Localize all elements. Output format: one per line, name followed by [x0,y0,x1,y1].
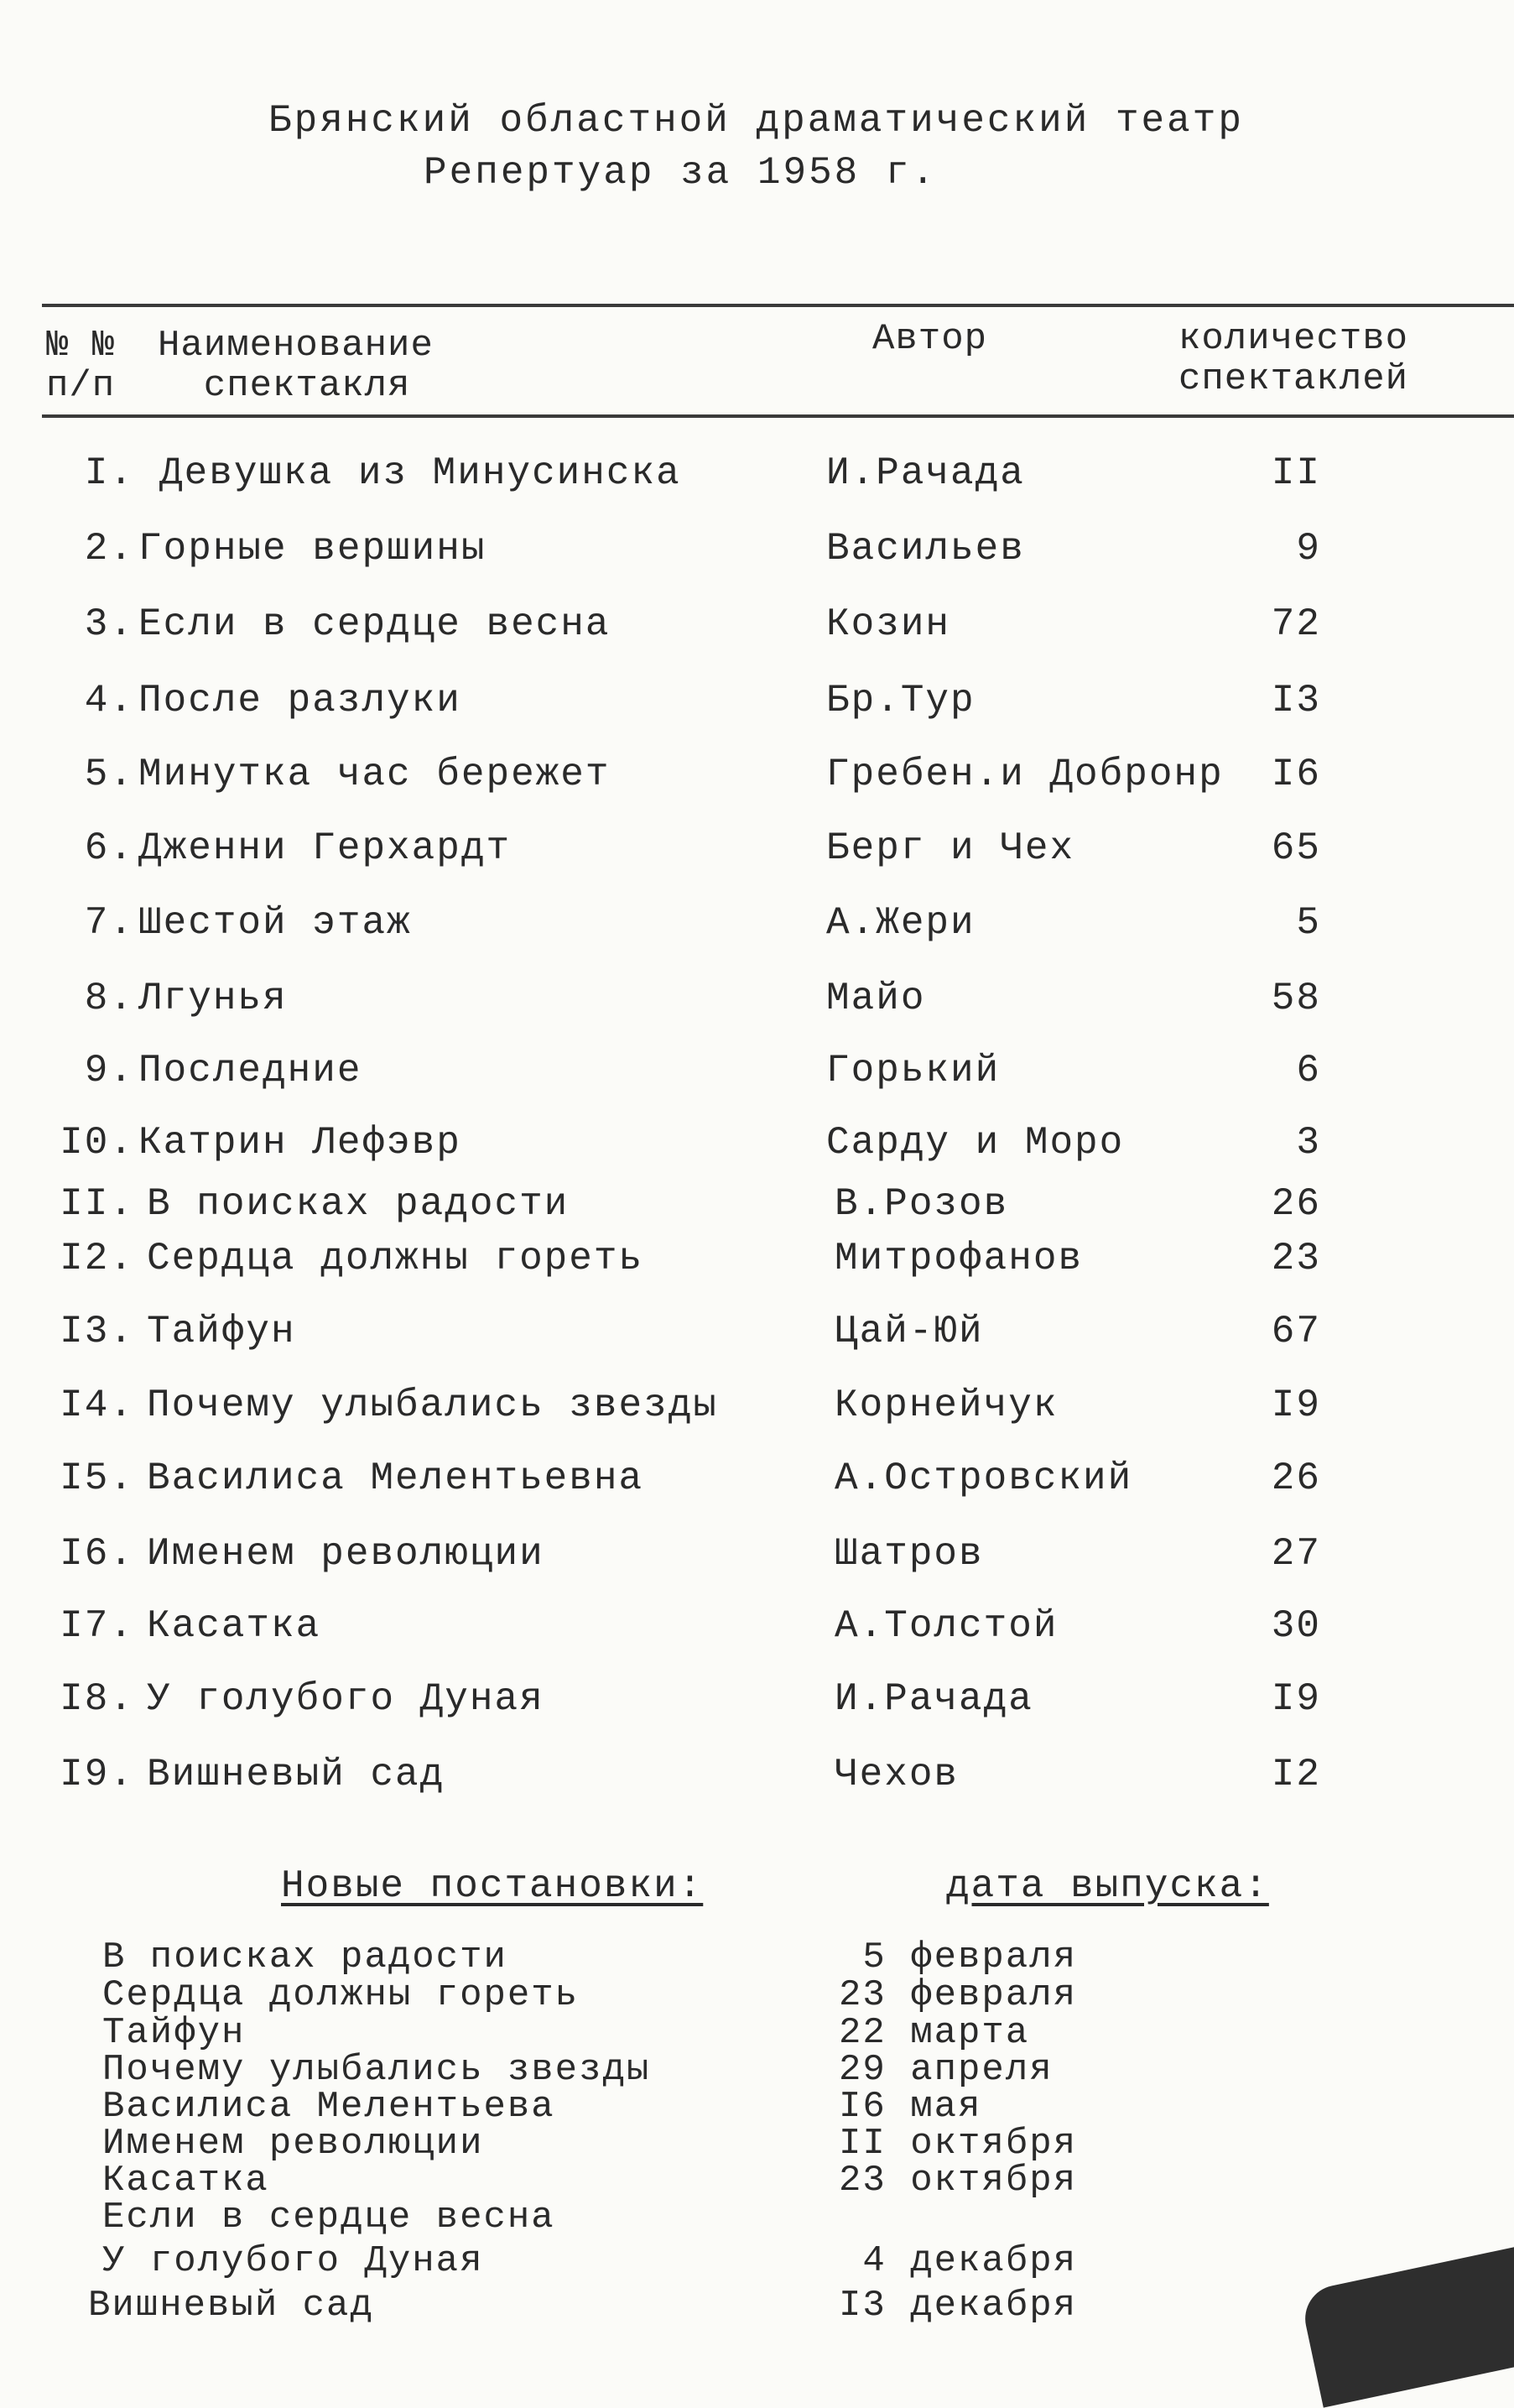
table-row [0,1179,1514,1229]
table-row [0,1118,1514,1168]
production-title: Именем революции [102,2123,484,2165]
row-number: I2. [60,1237,134,1280]
column-header-count: количество спектаклей [1178,318,1409,400]
row-number: I. [84,451,134,495]
release-date-heading: дата выпуска: [946,1864,1269,1908]
performance-count: 27 [1271,1532,1321,1576]
new-productions-heading: Новые постановки: [281,1864,704,1908]
play-author: И.Рачада [835,1677,1033,1721]
row-number: 6. [84,826,134,870]
row-number: 5. [84,753,134,796]
row-number: 9. [84,1049,134,1092]
play-title: Последние [138,1049,362,1092]
performance-count: 67 [1271,1310,1321,1353]
play-author: Васильев [826,527,1025,571]
row-number: I6. [60,1532,134,1576]
table-row [0,898,1514,948]
list-item [0,1976,1514,2014]
release-date: 23 октября [839,2160,1078,2202]
play-title: У голубого Дуная [147,1677,544,1721]
row-number: 3. [84,602,134,646]
performance-count: 9 [1296,527,1321,571]
performance-count: I9 [1271,1384,1321,1427]
play-author: Корнейчук [835,1384,1059,1427]
play-title: Вишневый сад [147,1753,445,1796]
play-author: Горький [826,1049,1001,1092]
performance-count: I3 [1271,679,1321,722]
play-title: Дженни Герхардт [138,826,512,870]
release-date: 22 марта [839,2012,1030,2054]
production-title: Вишневый сад [88,2285,374,2327]
play-author: Шатров [835,1532,984,1576]
row-number: I9. [60,1753,134,1796]
list-item [0,2198,1514,2237]
row-number: I0. [60,1121,134,1165]
release-date: 23 февраля [839,1974,1078,2016]
play-author: В.Розов [835,1182,1009,1226]
table-row [0,448,1514,498]
column-header-number: № № п/п [46,325,116,407]
play-title: Тайфун [147,1310,296,1353]
release-date: 4 декабря [839,2240,1078,2282]
table-row [0,1306,1514,1357]
play-author: А.Островский [835,1457,1133,1500]
row-number: 7. [84,901,134,945]
table-row [0,1674,1514,1724]
list-item [0,2014,1514,2052]
release-date: 29 апреля [839,2049,1054,2091]
performance-count: I9 [1271,1677,1321,1721]
table-row [0,1749,1514,1800]
performance-count: 58 [1271,977,1321,1020]
row-number: I8. [60,1677,134,1721]
play-title: Катрин Лефэвр [138,1121,461,1165]
row-number: II. [60,1182,134,1226]
performance-count: 26 [1271,1182,1321,1226]
table-row [0,1529,1514,1579]
play-title: Василиса Мелентьевна [147,1457,644,1500]
production-title: Тайфун [102,2012,246,2054]
play-author: Митрофанов [835,1237,1084,1280]
play-title: Сердца должны гореть [147,1237,644,1280]
performance-count: 3 [1296,1121,1321,1165]
table-row [0,599,1514,649]
production-title: Василиса Мелентьева [102,2086,555,2128]
document-title: Брянский областной драматический театр [268,99,1244,143]
list-item [0,2087,1514,2126]
production-title: Если в сердце весна [102,2197,555,2239]
performance-count: I6 [1271,753,1321,796]
list-item [0,1938,1514,1977]
list-item [0,2161,1514,2200]
row-number: I3. [60,1310,134,1353]
release-date: 5 февраля [839,1936,1078,1978]
performance-count: 23 [1271,1237,1321,1280]
production-title: У голубого Дуная [102,2240,484,2282]
list-item [0,2124,1514,2163]
table-row [0,1233,1514,1284]
play-title: Почему улыбались звезды [147,1384,718,1427]
list-item [0,2242,1514,2280]
play-title: Лгунья [138,977,288,1020]
table-top-rule [42,304,1514,307]
production-title: В поисках радости [102,1936,507,1978]
play-title: Если в сердце весна [138,602,611,646]
release-date: II октября [839,2123,1078,2165]
table-row [0,1380,1514,1431]
release-date: I3 декабря [839,2285,1078,2327]
column-header-title: Наименование спектакля [158,325,434,407]
row-number: I7. [60,1604,134,1648]
performance-count: 6 [1296,1049,1321,1092]
performance-count: 5 [1296,901,1321,945]
table-row [0,973,1514,1024]
table-row [0,823,1514,873]
performance-count: 72 [1271,602,1321,646]
table-row [0,749,1514,800]
play-title: Минутка час бережет [138,753,611,796]
play-title: Девушка из Минусинска [159,451,681,495]
document-subtitle: Репертуар за 1958 г. [424,151,938,195]
play-author: Берг и Чех [826,826,1075,870]
row-number: 8. [84,977,134,1020]
play-author: И.Рачада [826,451,1025,495]
performance-count: 30 [1271,1604,1321,1648]
performance-count: 65 [1271,826,1321,870]
play-author: Козин [826,602,951,646]
play-author: А.Жери [826,901,976,945]
table-row [0,1045,1514,1096]
performance-count: II [1271,451,1321,495]
play-author: Майо [826,977,926,1020]
list-item [0,2286,1514,2325]
play-author: Гребен.и Добронр [826,753,1224,796]
row-number: 4. [84,679,134,722]
table-row [0,675,1514,726]
play-title: Именем революции [147,1532,544,1576]
release-date: I6 мая [839,2086,982,2128]
table-header-rule [42,414,1514,418]
production-title: Сердца должны гореть [102,1974,580,2016]
row-number: I5. [60,1457,134,1500]
play-title: В поисках радости [147,1182,570,1226]
play-title: Шестой этаж [138,901,412,945]
table-row [0,1453,1514,1504]
play-author: Чехов [835,1753,960,1796]
production-title: Касатка [102,2160,269,2202]
play-author: А.Толстой [835,1604,1059,1648]
play-title: Касатка [147,1604,321,1648]
performance-count: I2 [1271,1753,1321,1796]
column-header-author: Автор [872,318,988,360]
list-item [0,2051,1514,2089]
table-row [0,524,1514,574]
row-number: I4. [60,1384,134,1427]
row-number: 2. [84,527,134,571]
table-row [0,1601,1514,1651]
performance-count: 26 [1271,1457,1321,1500]
play-author: Бр.Тур [826,679,976,722]
production-title: Почему улыбались звезды [102,2049,651,2091]
play-title: После разлуки [138,679,461,722]
play-author: Сарду и Моро [826,1121,1125,1165]
play-author: Цай-Юй [835,1310,984,1353]
play-title: Горные вершины [138,527,486,571]
